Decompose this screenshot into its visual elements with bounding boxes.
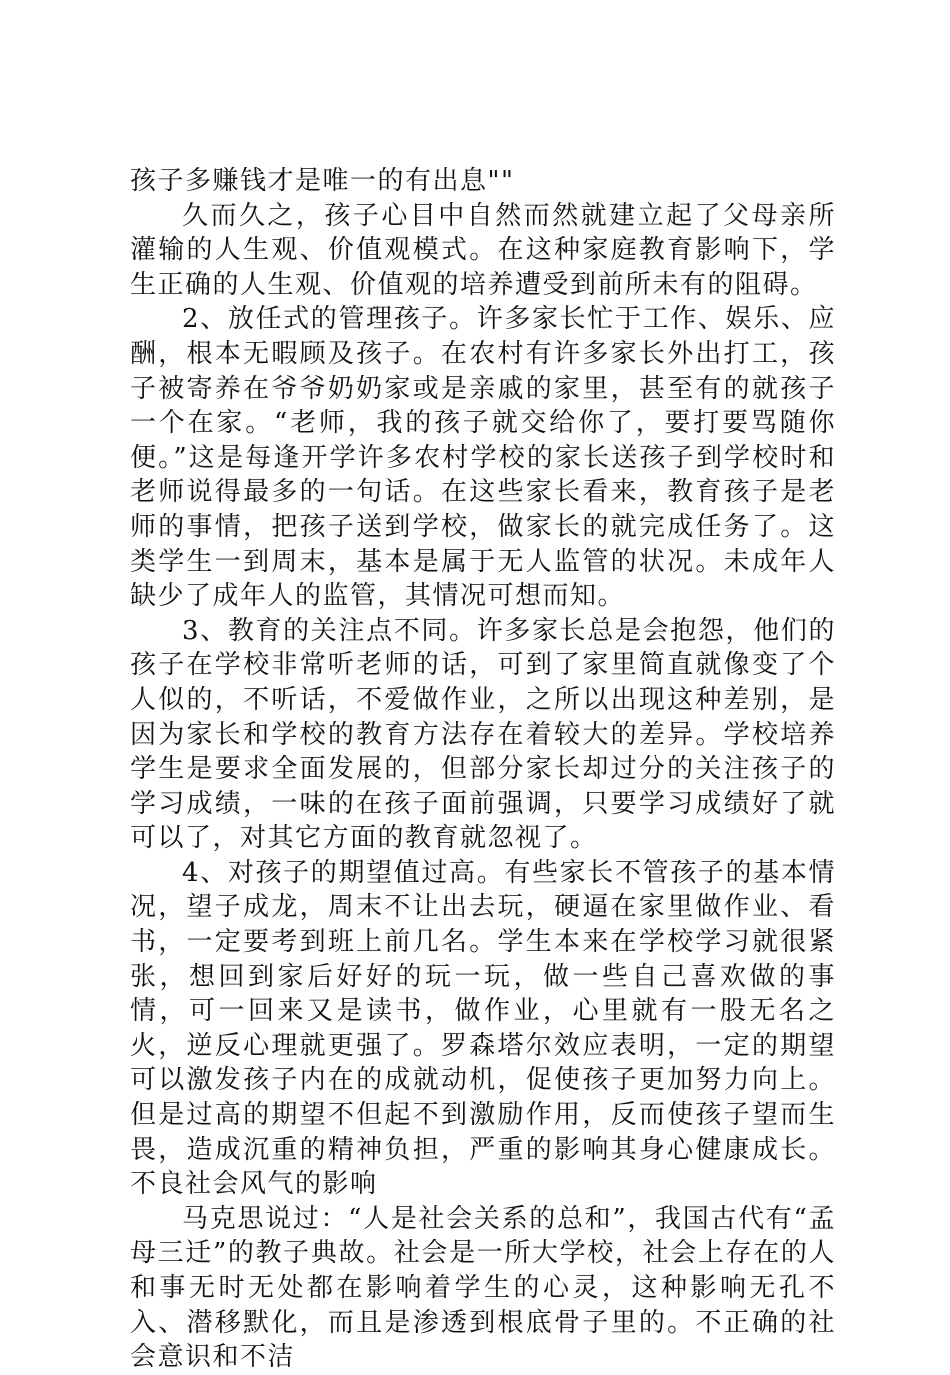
paragraph-item-4: 4、对孩子的期望值过高。有些家长不管孩子的基本情况，望子成龙，周末不让出去玩，硬逼在家里做作业、看书，一定要考到班上前几名。学生本来在学校学习就很紧张，想回到家后好好的玩一玩，做一些自己喜欢做的事情，可一回来又是读书，做作业，心里就有一股无名之火，逆反心理就更强了。罗森塔尔效应表明，一定的期望可以激发孩子内在的成就动机，促使孩子更加努力向上。但是过高的期望不但起不到激励作用，反而使孩子望而生畏，造成沉重的精神负担，严重的影响其身心健康成长。不良社会风气的影响 xyxy=(130,857,836,1200)
paragraph: 马克思说过：“人是社会关系的总和”，我国古代有“孟母三迁”的教子典故。社会是一所大学校，社会上存在的人和事无时无处都在影响着学生的心灵，这种影响无孔不入、潜移默化，而且是渗透到根底骨子里的。不正确的社会意识和不洁 xyxy=(130,1203,836,1373)
paragraph-continuation: 孩子多赚钱才是唯一的有出息"" xyxy=(130,166,515,196)
paragraph-item-2: 2、放任式的管理孩子。许多家长忙于工作、娱乐、应酬，根本无暇顾及孩子。在农村有许多家长外出打工，孩子被寄养在爷爷奶奶家或是亲戚的家里，甚至有的就孩子一个在家。“老师，我的孩子就交给你了，要打要骂随你便。”这是每逢开学许多农村学校的家长送孩子到学校时和老师说得最多的一句话。在这些家长看来，教育孩子是老师的事情，把孩子送到学校，做家长的就完成任务了。这类学生一到周末，基本是属于无人监管的状况。未成年人缺少了成年人的监管，其情况可想而知。 xyxy=(130,304,836,612)
paragraph-item-3: 3、教育的关注点不同。许多家长总是会抱怨，他们的孩子在学校非常听老师的话，可到了家里简直就像变了个人似的，不听话，不爱做作业，之所以出现这种差别，是因为家长和学校的教育方法存在着较大的差异。学校培养学生是要求全面发展的，但部分家长却过分的关注孩子的学习成绩，一味的在孩子面前强调，只要学习成绩好了就可以了，对其它方面的教育就忽视了。 xyxy=(130,615,836,854)
body-text xyxy=(130,164,836,1375)
paragraph: 久而久之，孩子心目中自然而然就建立起了父母亲所灌输的人生观、价值观模式。在这种家庭教育影响下，学生正确的人生观、价值观的培养遭受到前所未有的阻碍。 xyxy=(130,200,836,300)
